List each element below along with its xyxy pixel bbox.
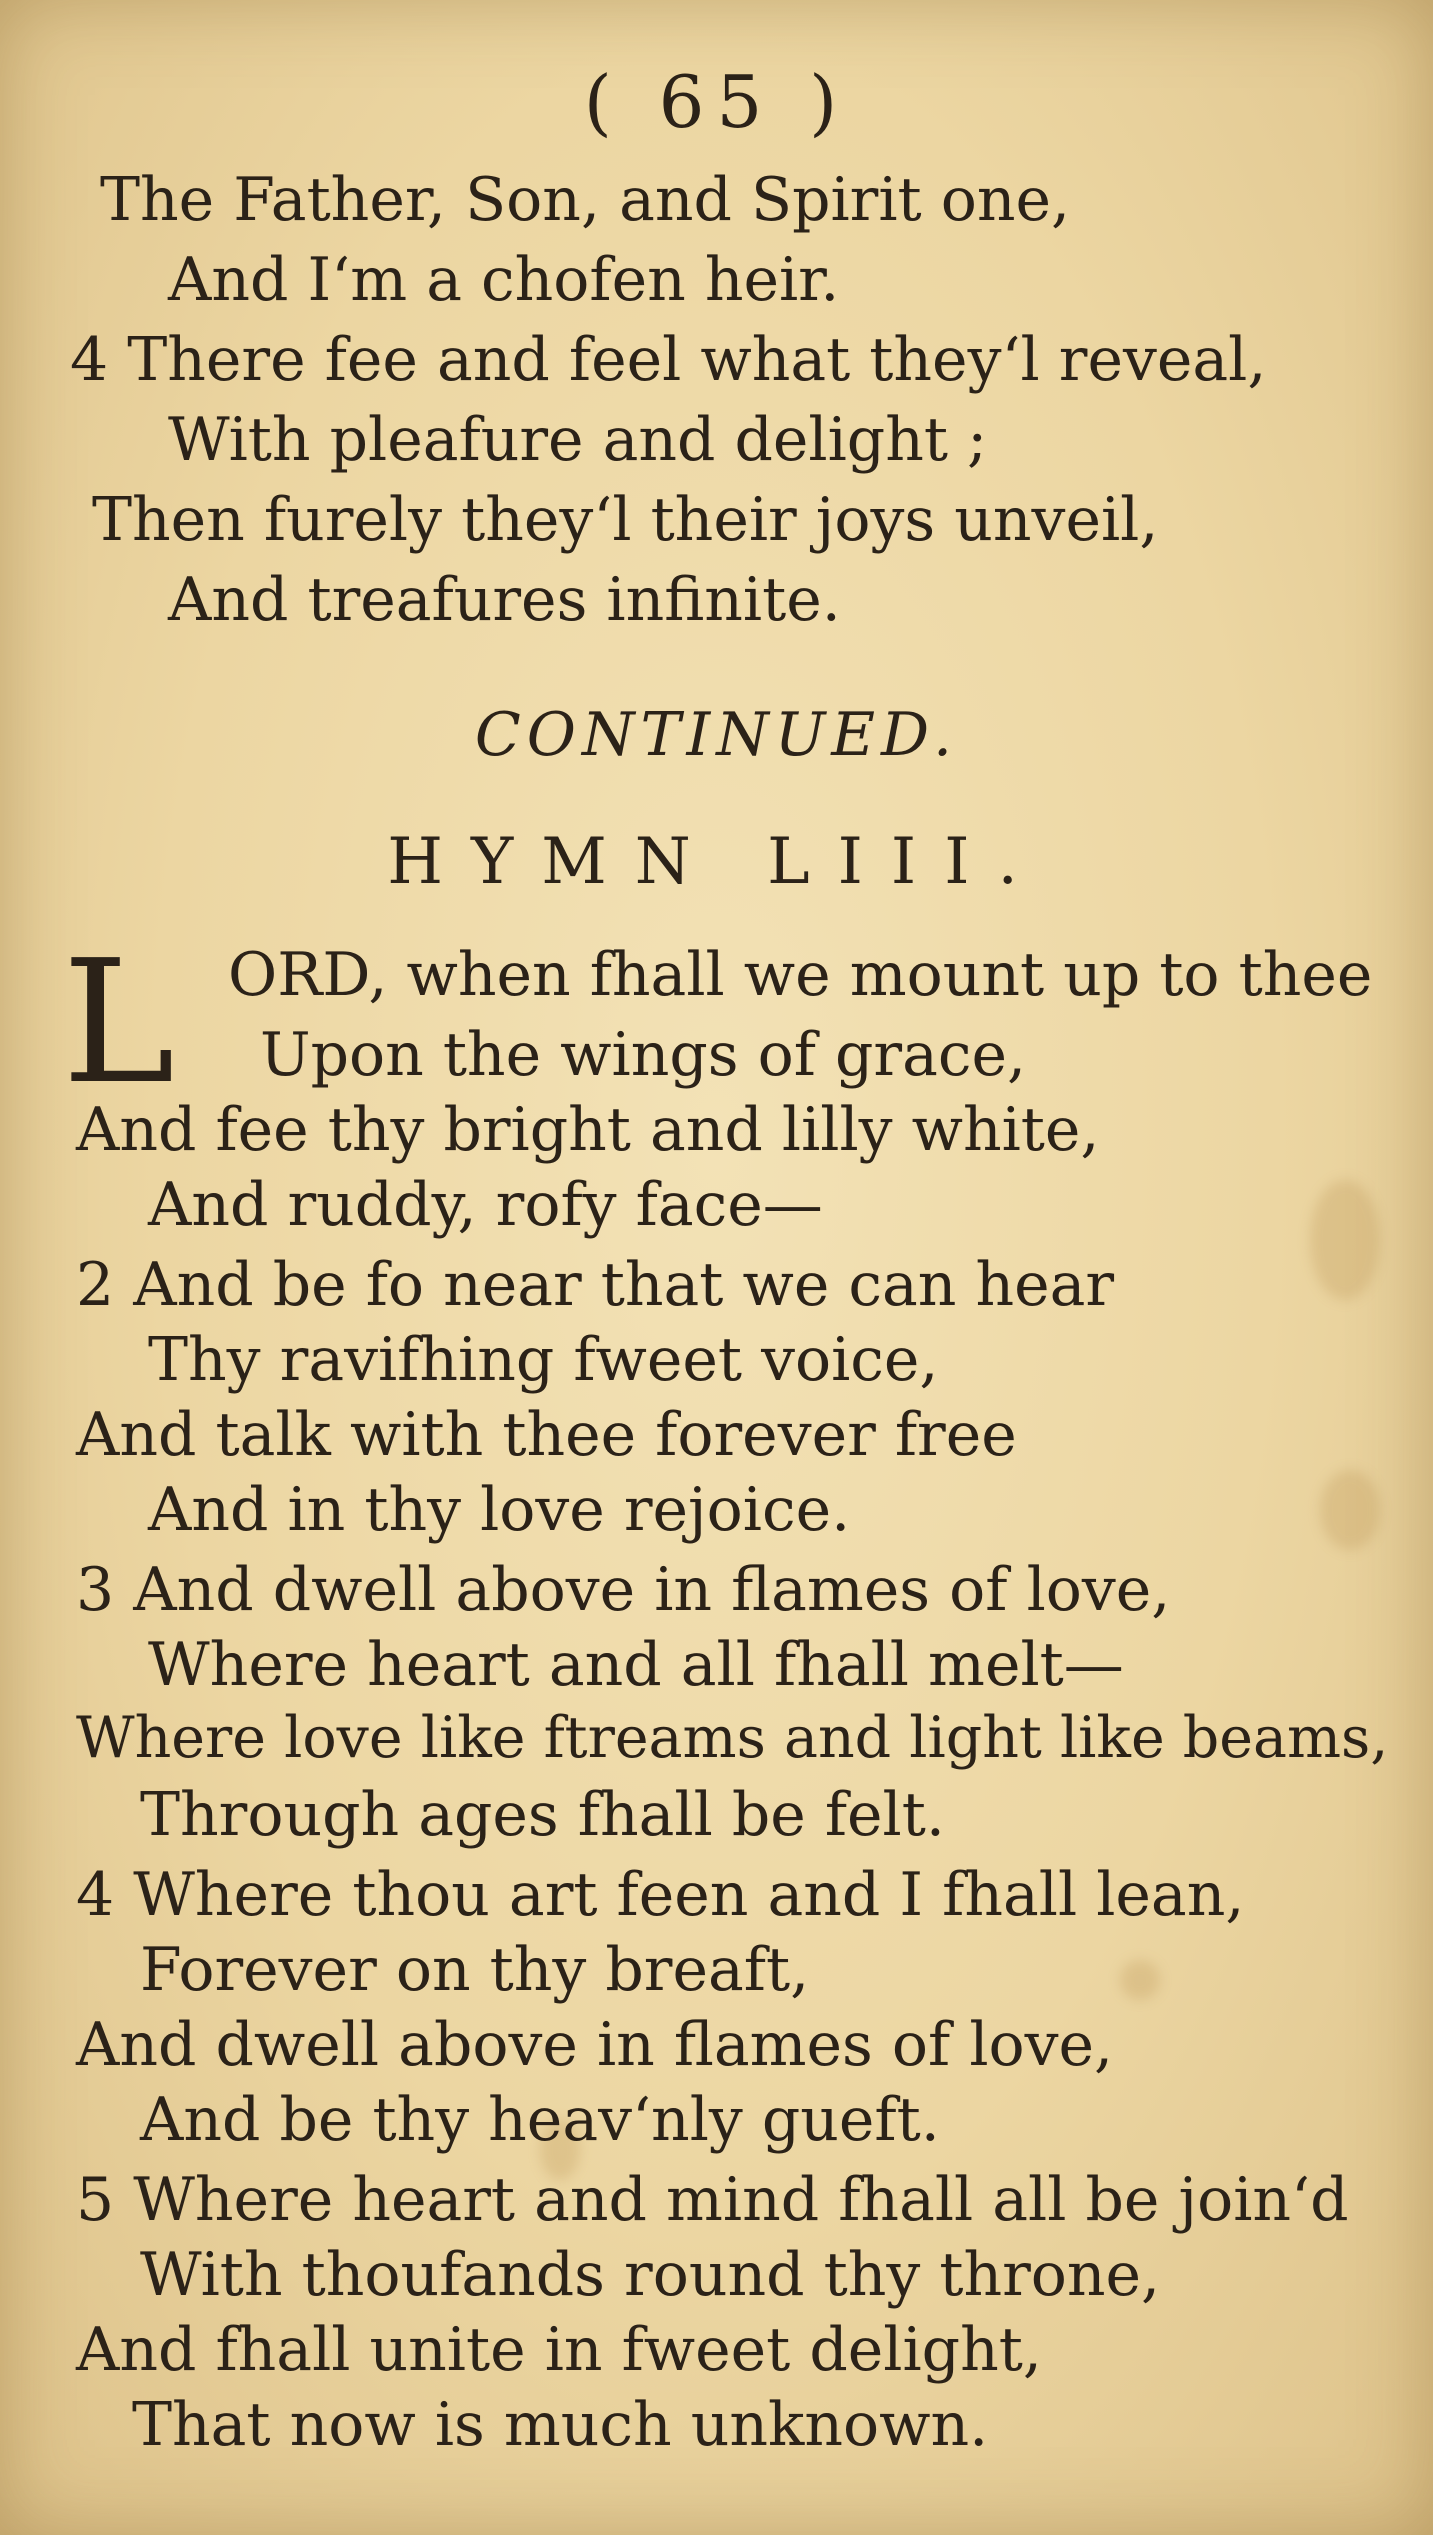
hymn-line: That now is much unknown.: [132, 2390, 989, 2460]
verse-line: With pleafure and delight ;: [168, 405, 988, 475]
hymn-line: Forever on thy breaft,: [140, 1935, 810, 2005]
page-number: ( 65 ): [583, 60, 850, 144]
hymn-line: Thy ravifhing fweet voice,: [148, 1325, 939, 1395]
hymn-line: And in thy love rejoice.: [148, 1475, 851, 1545]
hymn-line: Where love like ftreams and light like beams,: [76, 1705, 1389, 1771]
hymn-line: 2 And be fo near that we can hear: [76, 1250, 1115, 1320]
hymn-line: 3 And dwell above in flames of love,: [76, 1555, 1171, 1625]
hymn-line: And ruddy, rofy face—: [148, 1170, 823, 1240]
hymn-line: And fee thy bright and lilly white,: [76, 1095, 1100, 1165]
hymn-line: 5 Where heart and mind fhall all be join‘d: [76, 2165, 1349, 2235]
verse-line: And I‘m a chofen heir.: [168, 245, 840, 315]
hymn-line: Through ages fhall be felt.: [140, 1780, 945, 1850]
verse-line: 4 There fee and feel what they‘l reveal,: [70, 325, 1267, 395]
hymn-line: 4 Where thou art feen and I fhall lean,: [76, 1860, 1245, 1930]
hymn-line: Where heart and all fhall melt—: [148, 1630, 1124, 1700]
hymn-line: And dwell above in flames of love,: [76, 2010, 1114, 2080]
hymn-line: Upon the wings of grace,: [260, 1020, 1027, 1090]
verse-line: Then furely they‘l their joys unveil,: [92, 485, 1159, 555]
verse-line: And treafures infinite.: [168, 565, 841, 635]
verse-line: The Father, Son, and Spirit one,: [100, 165, 1071, 235]
hymn-line: And fhall unite in fweet delight,: [76, 2315, 1042, 2385]
hymn-line: ORD, when fhall we mount up to thee: [228, 940, 1373, 1010]
hymn-line: And be thy heav‘nly gueft.: [140, 2085, 940, 2155]
hymn-title: HYMN LIII.: [387, 825, 1046, 899]
hymn-line: With thoufands round thy throne,: [140, 2240, 1161, 2310]
hymn-line: And talk with thee forever free: [76, 1400, 1017, 1470]
section-heading: CONTINUED.: [474, 700, 959, 770]
drop-cap: L: [62, 924, 175, 1122]
